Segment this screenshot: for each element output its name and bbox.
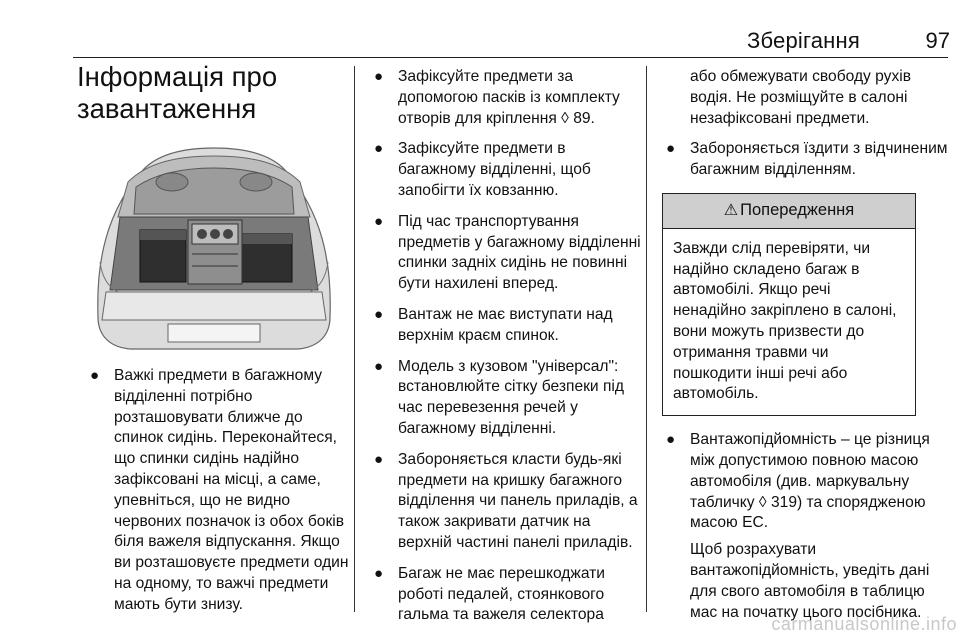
paragraph: Щоб розрахувати вантажопідйомність, уведіть дані для свого автомобіля в таблицю мас на початку цього посібника. <box>690 541 930 621</box>
bullet-marker: ● <box>374 140 384 158</box>
column-divider-2 <box>646 66 647 612</box>
list-item-text: Зафіксуйте предмети в багажному відділенні, щоб запобігти їх ковзанню. <box>398 140 591 199</box>
list-item-text: Забороняється класти будь-які предмети на кришку багажного відділення чи панель приладів, а також закривати датчик на верхній частині панелі приладів. <box>398 450 638 551</box>
warning-title: Попередження <box>740 200 855 219</box>
warning-box <box>662 193 916 416</box>
bullet-marker: ● <box>374 564 384 582</box>
warning-triangle-icon: ⚠ <box>723 201 739 219</box>
list-item <box>370 212 642 295</box>
list-item-text: Важкі предмети в багажному відділенні потрібно розташовувати ближче до спинок сидінь. Переконайтеся, що спинки сидінь надійно зафіксовані на місці, а саме, упевніться, що не видно червоних позначок із обох боків біля важеля відпускання. Якщо ви розташовуєте предмети один на одному, то важчі предмети мають бути знизу. <box>114 367 349 613</box>
bullet-marker: ● <box>374 68 384 85</box>
list-item-text: Забороняється їздити з відчиненим багажним відділенням. <box>690 140 948 179</box>
bullet-marker: ● <box>666 140 676 158</box>
loaded-trunk-illustration <box>88 142 340 352</box>
list-item <box>370 305 642 347</box>
list-item <box>370 450 642 554</box>
list-item-text: Під час транспортування предметів у багажному відділенні спинки задніх сидінь не повинні бути нахилені вперед. <box>398 212 641 293</box>
list-item <box>370 357 642 440</box>
column-3 <box>662 67 952 623</box>
list-item-text: Багаж не має перешкоджати роботі педалей, стоянкового гальма та важеля селектора <box>398 564 605 624</box>
header-divider <box>73 57 948 58</box>
list-item <box>662 430 952 534</box>
bullet-marker: ● <box>374 305 384 323</box>
list-item <box>370 67 642 129</box>
list-item-text: Вантаж не має виступати над верхнім краєм спинок. <box>398 305 613 344</box>
bullet-marker: ● <box>666 431 676 449</box>
continued-text: або обмежувати свободу рухів водія. Не розміщуйте в салоні незафіксовані предмети. <box>690 68 912 127</box>
watermark: carmanualsonline.info <box>771 614 957 634</box>
column-1 <box>86 366 356 626</box>
list-item-text: Зафіксуйте предмети за допомогою пасків із комплекту отворів для кріплення ◊ 89. <box>398 68 620 127</box>
page-number: 97 <box>925 28 950 53</box>
bullet-marker: ● <box>374 212 384 230</box>
list-item-text: Вантажопідйомність – це різниця між допустимою повною масою автомобіля (див. маркувальну табличку ◊ 319) та спорядженою масою ЕС. <box>690 431 930 532</box>
list-item <box>662 139 952 181</box>
running-header-title: Зберігання <box>747 28 860 53</box>
list-item <box>370 139 642 201</box>
column-2 <box>370 67 642 636</box>
list-item-text: Модель з кузовом "універсал": встановлюйте сітку безпеки під час перевезення речей у багажному відділенні. <box>398 357 624 437</box>
bullet-marker: ● <box>374 357 384 375</box>
warning-header <box>663 194 915 229</box>
bullet-marker: ● <box>374 450 384 468</box>
warning-text: Завжди слід перевіряти, чи надійно складено багаж в автомобілі. Якщо речі ненадійно закріплено в салоні, вони можуть призвести до отримання травми чи пошкодити інші речі або автомобіль. <box>673 239 897 403</box>
section-title: Інформація про завантаження <box>77 61 278 124</box>
bullet-marker: ● <box>90 367 100 384</box>
list-item <box>86 366 356 616</box>
list-item <box>370 564 642 626</box>
